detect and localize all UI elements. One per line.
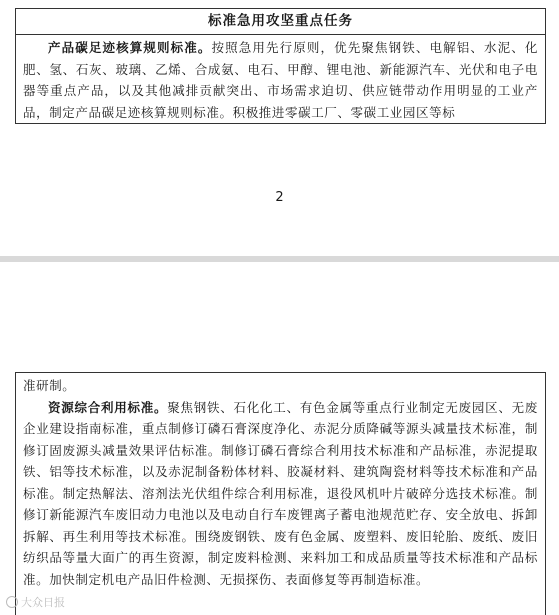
- task-table: [15, 8, 546, 124]
- paragraph-resource-utilization: [16, 397, 545, 591]
- watermark-text: 大众日报: [21, 596, 65, 609]
- paragraph-lead: 资源综合利用标准。: [48, 399, 168, 415]
- page-number: 2: [275, 190, 284, 205]
- table-body: [16, 35, 545, 123]
- continued-text: 准研制。: [23, 378, 76, 393]
- paragraph-lead: 产品碳足迹核算规则标准。: [48, 40, 212, 55]
- document-page-bottom: [0, 262, 559, 615]
- paragraph-carbon-footprint: [16, 35, 545, 123]
- watermark-logo-icon: [6, 596, 18, 608]
- paragraph-body: 聚焦钢铁、石化化工、有色金属等重点行业制定无废园区、无废企业建设指南标准，重点制修订磷石膏深度净化、赤泥分质降碱等源头减量技术标准，制修订固废源头减量效果评估标准。制修订磷石膏综合利用技术标准和产品标准，赤泥提取铁、铝等技术标准，以及赤泥制备粉体材料、胶凝材料、建筑陶瓷材料等技术标准和产品标准。制定热解法、溶剂法光伏组件综合利用标准，退役风机叶片破碎分选技术标准。制修订新能源汽车废旧动力电池以及电动自行车废锂离子蓄电池规范贮存、安全放电、拆卸拆解、再生利用等技术标准。围绕废钢铁、废有色金属、废塑料、废旧轮胎、废纸、废旧纺织品等量大面广的再生资源，制定废料检测、来料加工和成品质量等技术标准和产品标准。加快制定机电产品旧件检测、无损探伤、表面修复等再制造标准。: [23, 399, 538, 587]
- table-title: 标准急用攻坚重点任务: [16, 9, 545, 35]
- paragraph-body: 按照急用先行原则，优先聚焦钢铁、电解铝、水泥、化肥、氢、石灰、玻璃、乙烯、合成氨、电石、甲醇、锂电池、新能源汽车、光伏和电子电器等重点产品，以及其他减排贡献突出、市场需求迫切、供应链带动作用明显的工业产品，制定产品碳足迹核算规则标准。积极推进零碳工厂、零碳工业园区等标: [23, 40, 539, 120]
- task-table-continued: [15, 372, 546, 615]
- watermark: [6, 594, 65, 610]
- document-page-top: [0, 0, 559, 256]
